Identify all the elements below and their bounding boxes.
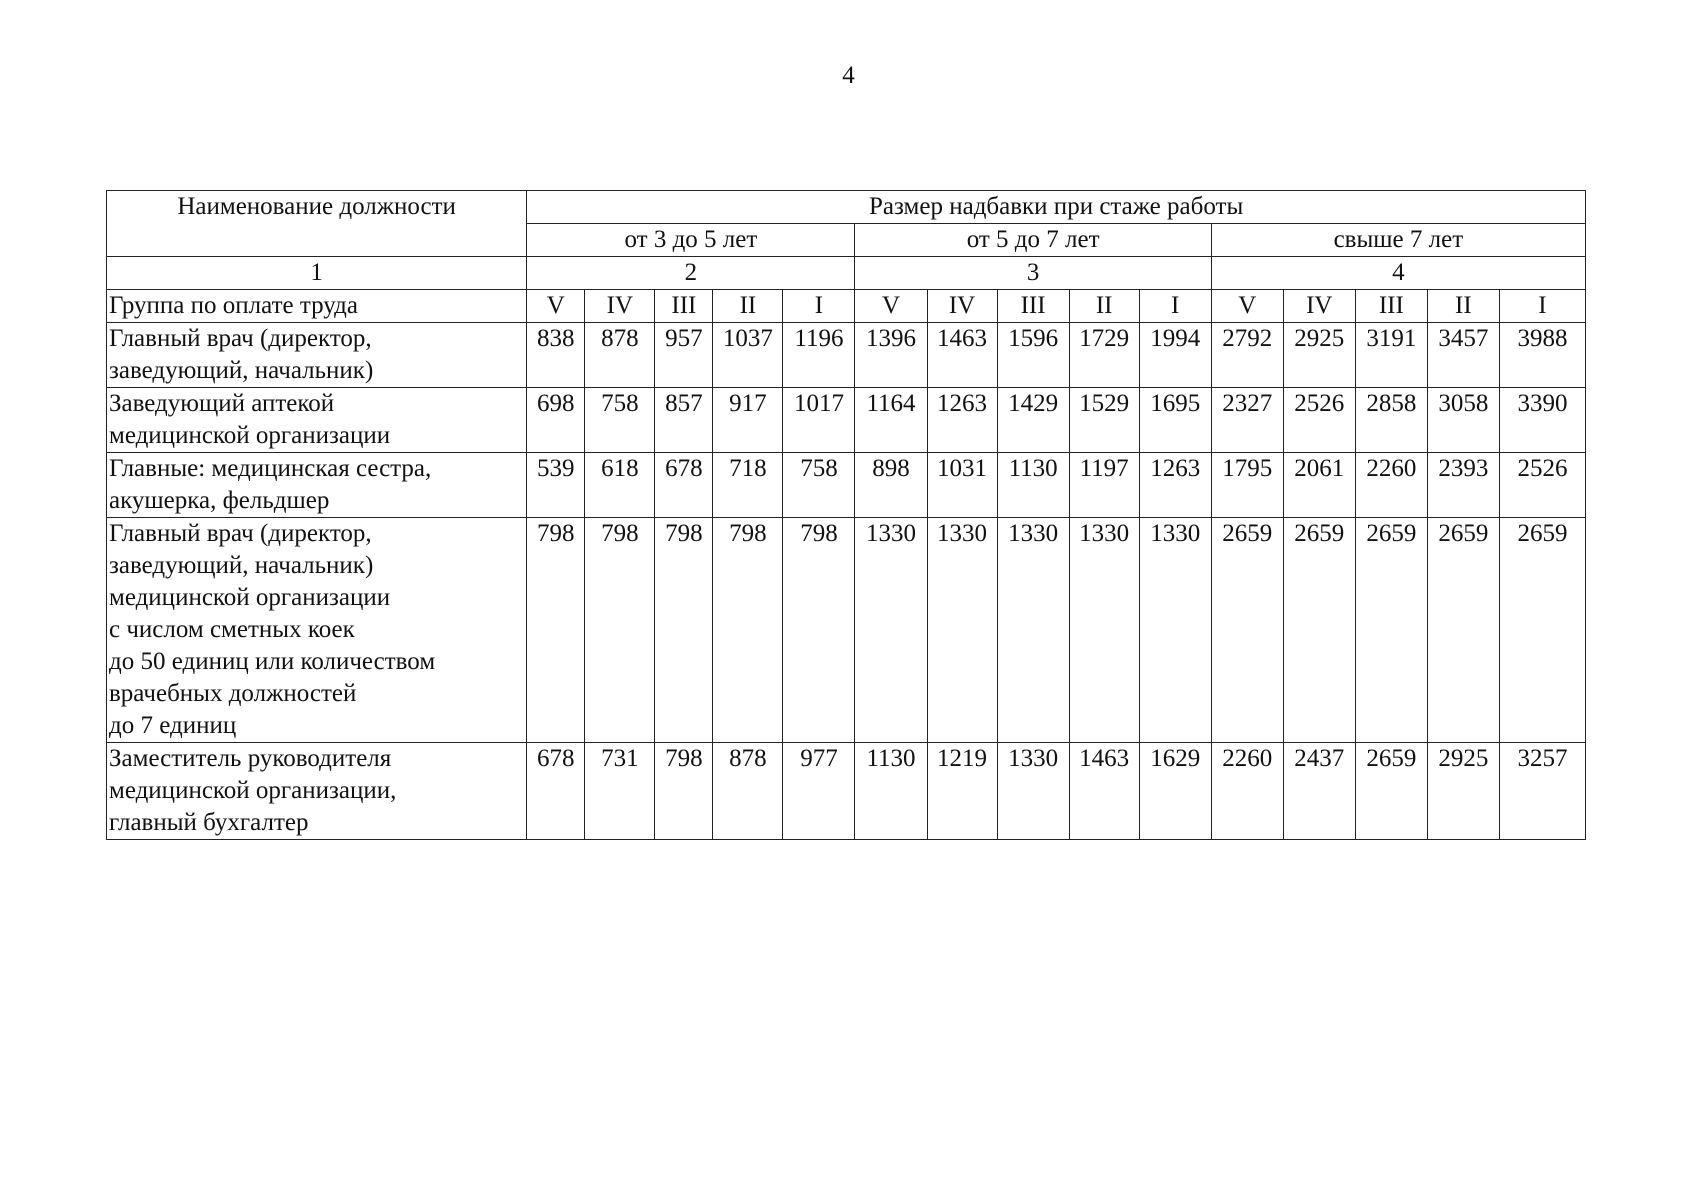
position-name-line: с числом сметных коек xyxy=(109,616,355,643)
position-header: Наименование должности xyxy=(107,191,527,257)
allowance-value: 977 xyxy=(783,743,855,840)
pay-group-cell: IV xyxy=(1283,290,1355,323)
allowance-value: 2526 xyxy=(1283,388,1355,453)
position-name-line: Главный врач (директор, xyxy=(109,520,372,547)
allowance-value: 1130 xyxy=(855,743,927,840)
range-header: от 5 до 7 лет xyxy=(855,224,1211,257)
allowance-value: 798 xyxy=(527,518,585,743)
allowance-value: 838 xyxy=(527,323,585,388)
position-name-line: до 7 единиц xyxy=(109,712,237,739)
pay-group-cell: I xyxy=(783,290,855,323)
allowance-header: Размер надбавки при стаже работы xyxy=(527,191,1586,224)
position-name-line: медицинской организации xyxy=(109,584,391,611)
column-number-row xyxy=(107,257,1586,290)
position-name-line: главный бухгалтер xyxy=(109,809,309,836)
allowance-value: 1130 xyxy=(997,453,1069,518)
allowance-value: 2526 xyxy=(1499,453,1585,518)
column-number: 4 xyxy=(1211,257,1585,290)
allowance-value: 798 xyxy=(585,518,655,743)
table-row xyxy=(107,388,1586,453)
allowance-value: 2437 xyxy=(1283,743,1355,840)
allowance-value: 1263 xyxy=(1139,453,1211,518)
position-name-line: заведующий, начальник) xyxy=(109,357,374,384)
allowance-value: 1330 xyxy=(1069,518,1139,743)
range-header: свыше 7 лет xyxy=(1211,224,1585,257)
allowance-value: 2393 xyxy=(1427,453,1499,518)
allowance-value: 1330 xyxy=(997,518,1069,743)
pay-group-label: Группа по оплате труда xyxy=(107,290,527,323)
position-name-line: заведующий, начальник) xyxy=(109,552,374,579)
position-name-line: Заведующий аптекой xyxy=(109,390,335,417)
allowance-value: 1263 xyxy=(927,388,997,453)
allowance-value: 2858 xyxy=(1355,388,1427,453)
allowance-value: 2659 xyxy=(1211,518,1283,743)
page-number: 4 xyxy=(842,62,855,89)
allowance-value: 1330 xyxy=(997,743,1069,840)
pay-group-cell: II xyxy=(1069,290,1139,323)
allowance-value: 1396 xyxy=(855,323,927,388)
table-row xyxy=(107,743,1586,840)
allowance-value: 2925 xyxy=(1283,323,1355,388)
allowance-value: 1429 xyxy=(997,388,1069,453)
allowance-value: 1629 xyxy=(1139,743,1211,840)
allowance-value: 1695 xyxy=(1139,388,1211,453)
allowance-value: 618 xyxy=(585,453,655,518)
position-name xyxy=(107,743,527,840)
position-name-line: до 50 единиц или количеством xyxy=(109,648,436,675)
allowance-value: 758 xyxy=(783,453,855,518)
pay-group-cell: II xyxy=(713,290,783,323)
allowance-value: 878 xyxy=(713,743,783,840)
allowance-value: 678 xyxy=(527,743,585,840)
allowance-value: 798 xyxy=(655,518,713,743)
allowance-value: 1994 xyxy=(1139,323,1211,388)
allowance-value: 3191 xyxy=(1355,323,1427,388)
allowance-value: 2659 xyxy=(1283,518,1355,743)
allowance-value: 3257 xyxy=(1499,743,1585,840)
allowance-value: 1219 xyxy=(927,743,997,840)
pay-group-cell: I xyxy=(1139,290,1211,323)
pay-group-cell: V xyxy=(855,290,927,323)
allowance-value: 1529 xyxy=(1069,388,1139,453)
allowance-value: 3058 xyxy=(1427,388,1499,453)
position-name xyxy=(107,388,527,453)
header-row-1 xyxy=(107,191,1586,224)
allowance-value: 718 xyxy=(713,453,783,518)
position-name xyxy=(107,323,527,388)
allowance-value: 2659 xyxy=(1355,743,1427,840)
pay-group-cell: II xyxy=(1427,290,1499,323)
allowance-value: 1031 xyxy=(927,453,997,518)
allowance-value: 798 xyxy=(713,518,783,743)
allowance-value: 3390 xyxy=(1499,388,1585,453)
allowance-value: 1729 xyxy=(1069,323,1139,388)
allowance-value: 798 xyxy=(783,518,855,743)
position-name xyxy=(107,453,527,518)
allowance-value: 3988 xyxy=(1499,323,1585,388)
range-header: от 3 до 5 лет xyxy=(527,224,855,257)
position-name-line: Заместитель руководителя xyxy=(109,745,392,772)
allowance-value: 2061 xyxy=(1283,453,1355,518)
pay-group-cell: III xyxy=(655,290,713,323)
allowance-value: 2260 xyxy=(1355,453,1427,518)
pay-group-row xyxy=(107,290,1586,323)
position-name-line: медицинской организации xyxy=(109,422,391,449)
allowance-value: 2659 xyxy=(1499,518,1585,743)
allowance-value: 2792 xyxy=(1211,323,1283,388)
allowance-value: 1330 xyxy=(1139,518,1211,743)
allowance-value: 1330 xyxy=(855,518,927,743)
allowance-value: 2659 xyxy=(1427,518,1499,743)
allowance-value: 1197 xyxy=(1069,453,1139,518)
column-number: 1 xyxy=(107,257,527,290)
allowance-value: 1795 xyxy=(1211,453,1283,518)
allowance-value: 1037 xyxy=(713,323,783,388)
allowance-value: 698 xyxy=(527,388,585,453)
allowance-value: 1196 xyxy=(783,323,855,388)
table-row xyxy=(107,518,1586,743)
table-row xyxy=(107,323,1586,388)
position-name-line: медицинской организации, xyxy=(109,777,397,804)
allowance-value: 898 xyxy=(855,453,927,518)
position-name xyxy=(107,518,527,743)
allowance-value: 2260 xyxy=(1211,743,1283,840)
allowance-value: 857 xyxy=(655,388,713,453)
allowance-value: 2925 xyxy=(1427,743,1499,840)
table-row xyxy=(107,453,1586,518)
pay-group-cell: III xyxy=(997,290,1069,323)
pay-group-cell: IV xyxy=(927,290,997,323)
allowance-value: 1164 xyxy=(855,388,927,453)
allowance-table xyxy=(106,190,1586,840)
position-name-line: Главные: медицинская сестра, xyxy=(109,455,432,482)
allowance-value: 957 xyxy=(655,323,713,388)
allowance-value: 917 xyxy=(713,388,783,453)
allowance-value: 539 xyxy=(527,453,585,518)
pay-group-cell: III xyxy=(1355,290,1427,323)
pay-group-cell: I xyxy=(1499,290,1585,323)
allowance-value: 1017 xyxy=(783,388,855,453)
allowance-value: 2659 xyxy=(1355,518,1427,743)
allowance-value: 1463 xyxy=(1069,743,1139,840)
position-name-line: Главный врач (директор, xyxy=(109,325,372,352)
allowance-value: 878 xyxy=(585,323,655,388)
pay-group-cell: V xyxy=(527,290,585,323)
allowance-value: 758 xyxy=(585,388,655,453)
allowance-value: 731 xyxy=(585,743,655,840)
allowance-value: 678 xyxy=(655,453,713,518)
allowance-value: 3457 xyxy=(1427,323,1499,388)
allowance-value: 1330 xyxy=(927,518,997,743)
column-number: 2 xyxy=(527,257,855,290)
allowance-value: 2327 xyxy=(1211,388,1283,453)
position-name-line: врачебных должностей xyxy=(109,680,357,707)
allowance-value: 798 xyxy=(655,743,713,840)
allowance-value: 1463 xyxy=(927,323,997,388)
allowance-value: 1596 xyxy=(997,323,1069,388)
pay-group-cell: IV xyxy=(585,290,655,323)
position-name-line: акушерка, фельдшер xyxy=(109,487,330,514)
pay-group-cell: V xyxy=(1211,290,1283,323)
column-number: 3 xyxy=(855,257,1211,290)
